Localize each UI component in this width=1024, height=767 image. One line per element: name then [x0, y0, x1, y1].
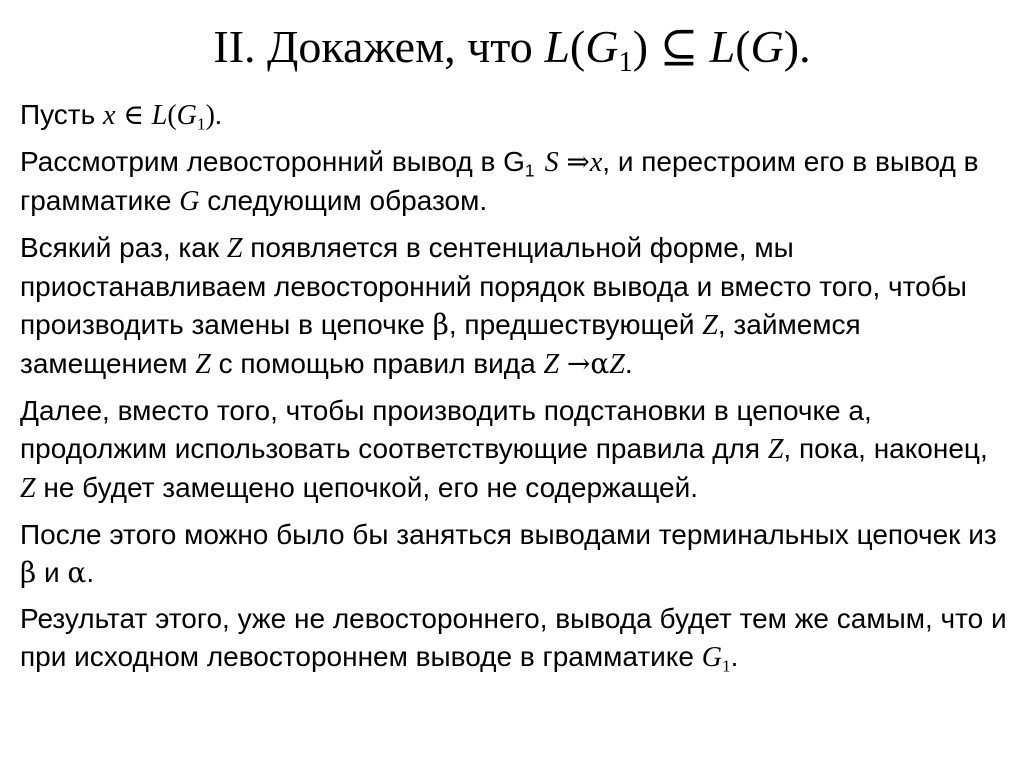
p4-text-3: не будет замещено цепочкой, его не содержащей.	[35, 472, 699, 503]
p3-text-1: Всякий раз, как	[20, 232, 227, 263]
p1-x: x	[103, 100, 116, 131]
p2-G: G	[179, 186, 200, 217]
p1-open: (	[167, 100, 177, 131]
beta-symbol: β	[20, 556, 37, 589]
p3-Z-1: Z	[226, 233, 243, 264]
p4-text-1: Далее, вместо того, чтобы производить подстановки в цепочке а, продолжим использовать соответствующие правила для	[20, 395, 872, 464]
title-paren-close-left: )	[632, 21, 649, 72]
p3-Z-3: Z	[195, 349, 211, 380]
p2-x: x	[589, 147, 603, 178]
p1-text: Пусть	[20, 99, 104, 130]
rule-arrow-symbol: →	[566, 347, 591, 380]
p2-text-2: , и перестроим его в вывод в грамматике	[20, 146, 979, 216]
p3-text-2: появляется в сентенциальной форме, мы приостанавливаем левосторонний порядок вывода и вместо того, чтобы производить замены в цепочке	[20, 232, 967, 340]
title-G1-subscript: 1	[618, 47, 633, 79]
title-paren-open-left: (	[569, 21, 586, 72]
title-L-right: L	[709, 21, 736, 72]
p3-text-4: , займемся замещением	[20, 309, 861, 379]
paragraph-6	[20, 600, 1010, 677]
beta-symbol: β	[432, 308, 449, 341]
paragraph-3	[20, 229, 1010, 384]
p6-dot: .	[730, 641, 739, 672]
p4-text-2: , пока, наконец,	[783, 433, 988, 464]
title-prefix: II. Докажем, что	[213, 21, 545, 72]
p3-text-3: , предшествующей	[448, 309, 703, 340]
p1-close: ).	[205, 100, 222, 131]
p2-S: S	[544, 147, 559, 178]
slide-title	[0, 18, 1024, 79]
title-space-1	[648, 21, 660, 72]
subset-symbol: ⊆	[659, 19, 699, 73]
p5-text-2: и	[36, 557, 68, 588]
p2-text-1: Рассмотрим левосторонний вывод в G	[20, 146, 525, 177]
p6-G: G	[701, 642, 722, 673]
p4-Z-2: Z	[20, 473, 36, 504]
p2-G-subscript: 1	[524, 160, 535, 181]
title-G: G	[750, 21, 784, 72]
element-of-symbol: ∈	[123, 98, 144, 131]
p3-dot: .	[624, 348, 633, 379]
p5-dot: .	[86, 557, 95, 588]
p1-G: G	[176, 100, 197, 131]
p1-L: L	[151, 100, 168, 131]
title-paren-close-right: ).	[783, 21, 811, 72]
p3-text-5: с помощью правил вида	[210, 348, 544, 379]
title-G1: G	[585, 21, 619, 72]
paragraph-5	[20, 516, 1010, 592]
alpha-symbol: α	[67, 556, 87, 589]
p4-Z-1: Z	[767, 434, 784, 465]
p6-text-1: Результат этого, уже не левостороннего, вывода будет тем же самым, что и при исходном левостороннем выводе в грамматике	[20, 603, 1007, 672]
title-space-2	[698, 21, 710, 72]
p5-text-1: После этого можно было бы заняться выводами терминальных цепочек из	[20, 519, 997, 550]
p3-Z-4: Z	[543, 349, 560, 380]
p6-G-subscript: 1	[721, 656, 731, 676]
p2-text-3: следующим образом.	[199, 185, 488, 216]
title-paren-open-right: (	[735, 21, 751, 72]
paragraph-4	[20, 392, 1010, 508]
slide-body	[20, 96, 1010, 685]
paragraph-2	[20, 143, 1010, 221]
title-L-left: L	[544, 21, 570, 72]
p3-Z-2: Z	[702, 310, 718, 341]
p1-G-subscript: 1	[196, 114, 206, 134]
alpha-symbol: α	[590, 347, 610, 380]
paragraph-1	[20, 96, 1010, 135]
p3-Z-5: Z	[609, 349, 625, 380]
derives-arrow-symbol: ⇒	[566, 145, 590, 178]
